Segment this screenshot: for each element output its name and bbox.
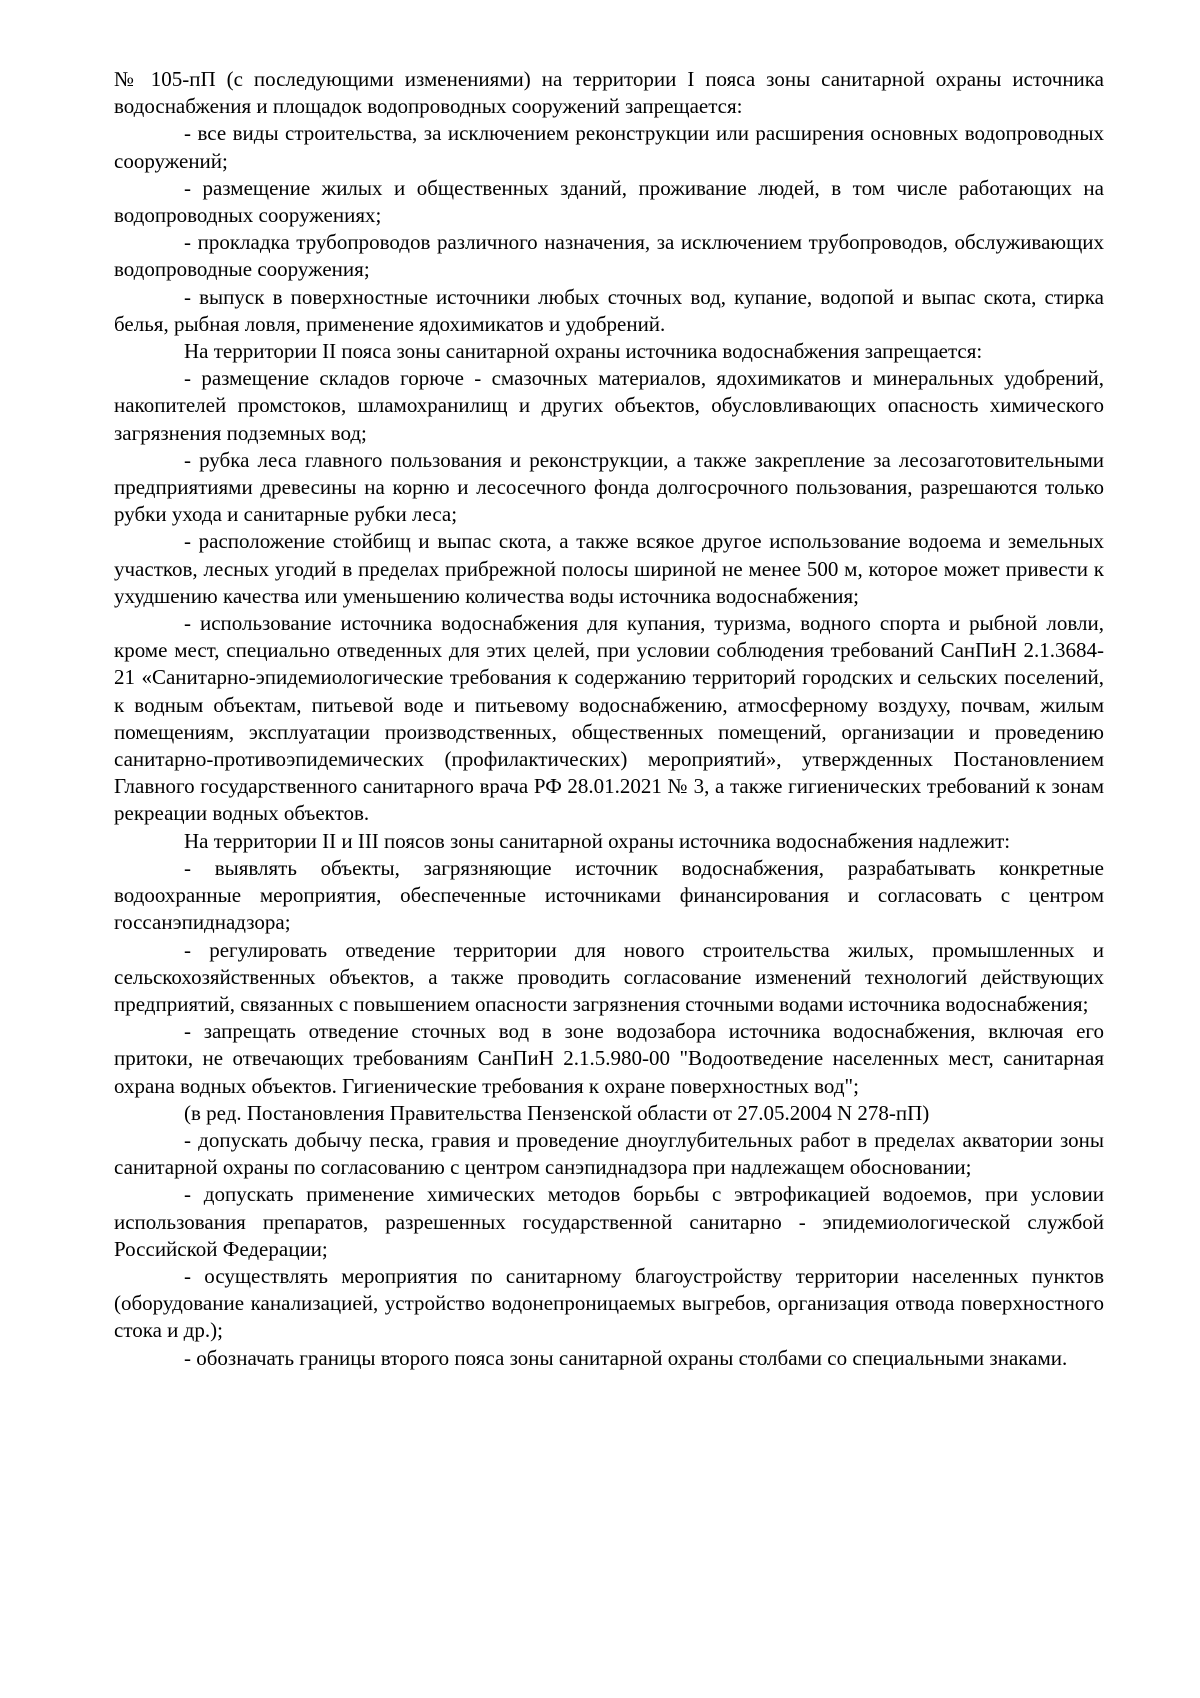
list-item: - размещение жилых и общественных зданий, проживание людей, в том числе работающих на водопроводных сооружениях; [114, 175, 1104, 228]
section-heading-zone-ii: На территории II пояса зоны санитарной охраны источника водоснабжения запрещается: [184, 339, 983, 364]
document-body [114, 66, 1104, 1372]
section-heading-zone-ii-iii: На территории II и III поясов зоны санитарной охраны источника водоснабжения надлежит: [184, 828, 1011, 853]
list-item: - размещение складов горюче - смазочных материалов, ядохимикатов и минеральных удобрений, накопителей промстоков, шламохранилищ и других объектов, обусловливающих опасность химического загрязнения подземных вод; [114, 366, 1104, 445]
list-item: - обозначать границы второго пояса зоны санитарной охраны столбами со специальными знаками. [184, 1345, 1068, 1370]
list-item: - прокладка трубопроводов различного назначения, за исключением трубопроводов, обслуживающих водопроводные сооружения; [114, 230, 1104, 282]
list-item: - осуществлять мероприятия по санитарному благоустройству территории населенных пунктов (оборудование канализацией, устройство водонепроницаемых выгребов, организация отвода поверхностного стока и др.); [114, 1263, 1104, 1343]
list-item: - использование источника водоснабжения для купания, туризма, водного спорта и рыбной ловли, кроме мест, специально отведенных для этих целей, при условии соблюдения требований СанПиН 2.1.3684-21 «Санитарно-эпидемиологические требования к содержанию территорий городских и сельских поселений, к водным объектам, питьевой воде и питьевому водоснабжению, атмосферному воздуху, почвам, жилым помещениям, эксплуатации производственных, общественных помещений, организации и проведению санитарно-противоэпидемических (профилактических) мероприятий», утвержденных Постановлением Главного государственного санитарного врача РФ 28.01.2021 № 3, а также гигиенических требований к зонам рекреации водных объектов. [114, 611, 1104, 826]
list-item: - допускать применение химических методов борьбы с эвтрофикацией водоемов, при условии использования препаратов, разрешенных государственной санитарно - эпидемиологической службой Российской Федерации; [114, 1182, 1104, 1261]
paragraph-intro: № 105-пП (с последующими изменениями) на территории I пояса зоны санитарной охраны источника водоснабжения и площадок водопроводных сооружений запрещается: [114, 67, 1104, 119]
list-item: - допускать добычу песка, гравия и проведение дноуглубительных работ в пределах акватории зоны санитарной охраны по согласованию с центром санэпиднадзора при надлежащем обосновании; [114, 1127, 1104, 1180]
list-item: - рубка леса главного пользования и реконструкции, а также закрепление за лесозаготовительными предприятиями древесины на корню и лесосечного фонда долгосрочного пользования, разрешаются только рубки ухода и санитарные рубки леса; [114, 447, 1104, 527]
list-item: - все виды строительства, за исключением реконструкции или расширения основных водопроводных сооружений; [114, 121, 1104, 173]
list-item: - расположение стойбищ и выпас скота, а также всякое другое использование водоема и земельных участков, лесных угодий в пределах прибрежной полосы шириной не менее 500 м, которое может привести к ухудшению качества или уменьшению количества воды источника водоснабжения; [114, 529, 1104, 608]
list-item: - выпуск в поверхностные источники любых сточных вод, купание, водопой и выпас скота, стирка белья, рыбная ловля, применение ядохимикатов и удобрений. [114, 284, 1104, 336]
list-item: - регулировать отведение территории для нового строительства жилых, промышленных и сельскохозяйственных объектов, а также проводить согласование изменений технологий действующих предприятий, связанных с повышением опасности загрязнения сточными водами источника водоснабжения; [114, 937, 1104, 1016]
list-item: - выявлять объекты, загрязняющие источник водоснабжения, разрабатывать конкретные водоохранные мероприятия, обеспеченные источниками финансирования и согласовать с центром госсанэпиднадзора; [114, 855, 1104, 935]
amendment-note: (в ред. Постановления Правительства Пензенской области от 27.05.2004 N 278-пП) [184, 1100, 930, 1125]
list-item: - запрещать отведение сточных вод в зоне водозабора источника водоснабжения, включая его притоки, не отвечающих требованиям СанПиН 2.1.5.980-00 "Водоотведение населенных мест, санитарная охрана водных объектов. Гигиенические требования к охране поверхностных вод"; [114, 1019, 1104, 1098]
